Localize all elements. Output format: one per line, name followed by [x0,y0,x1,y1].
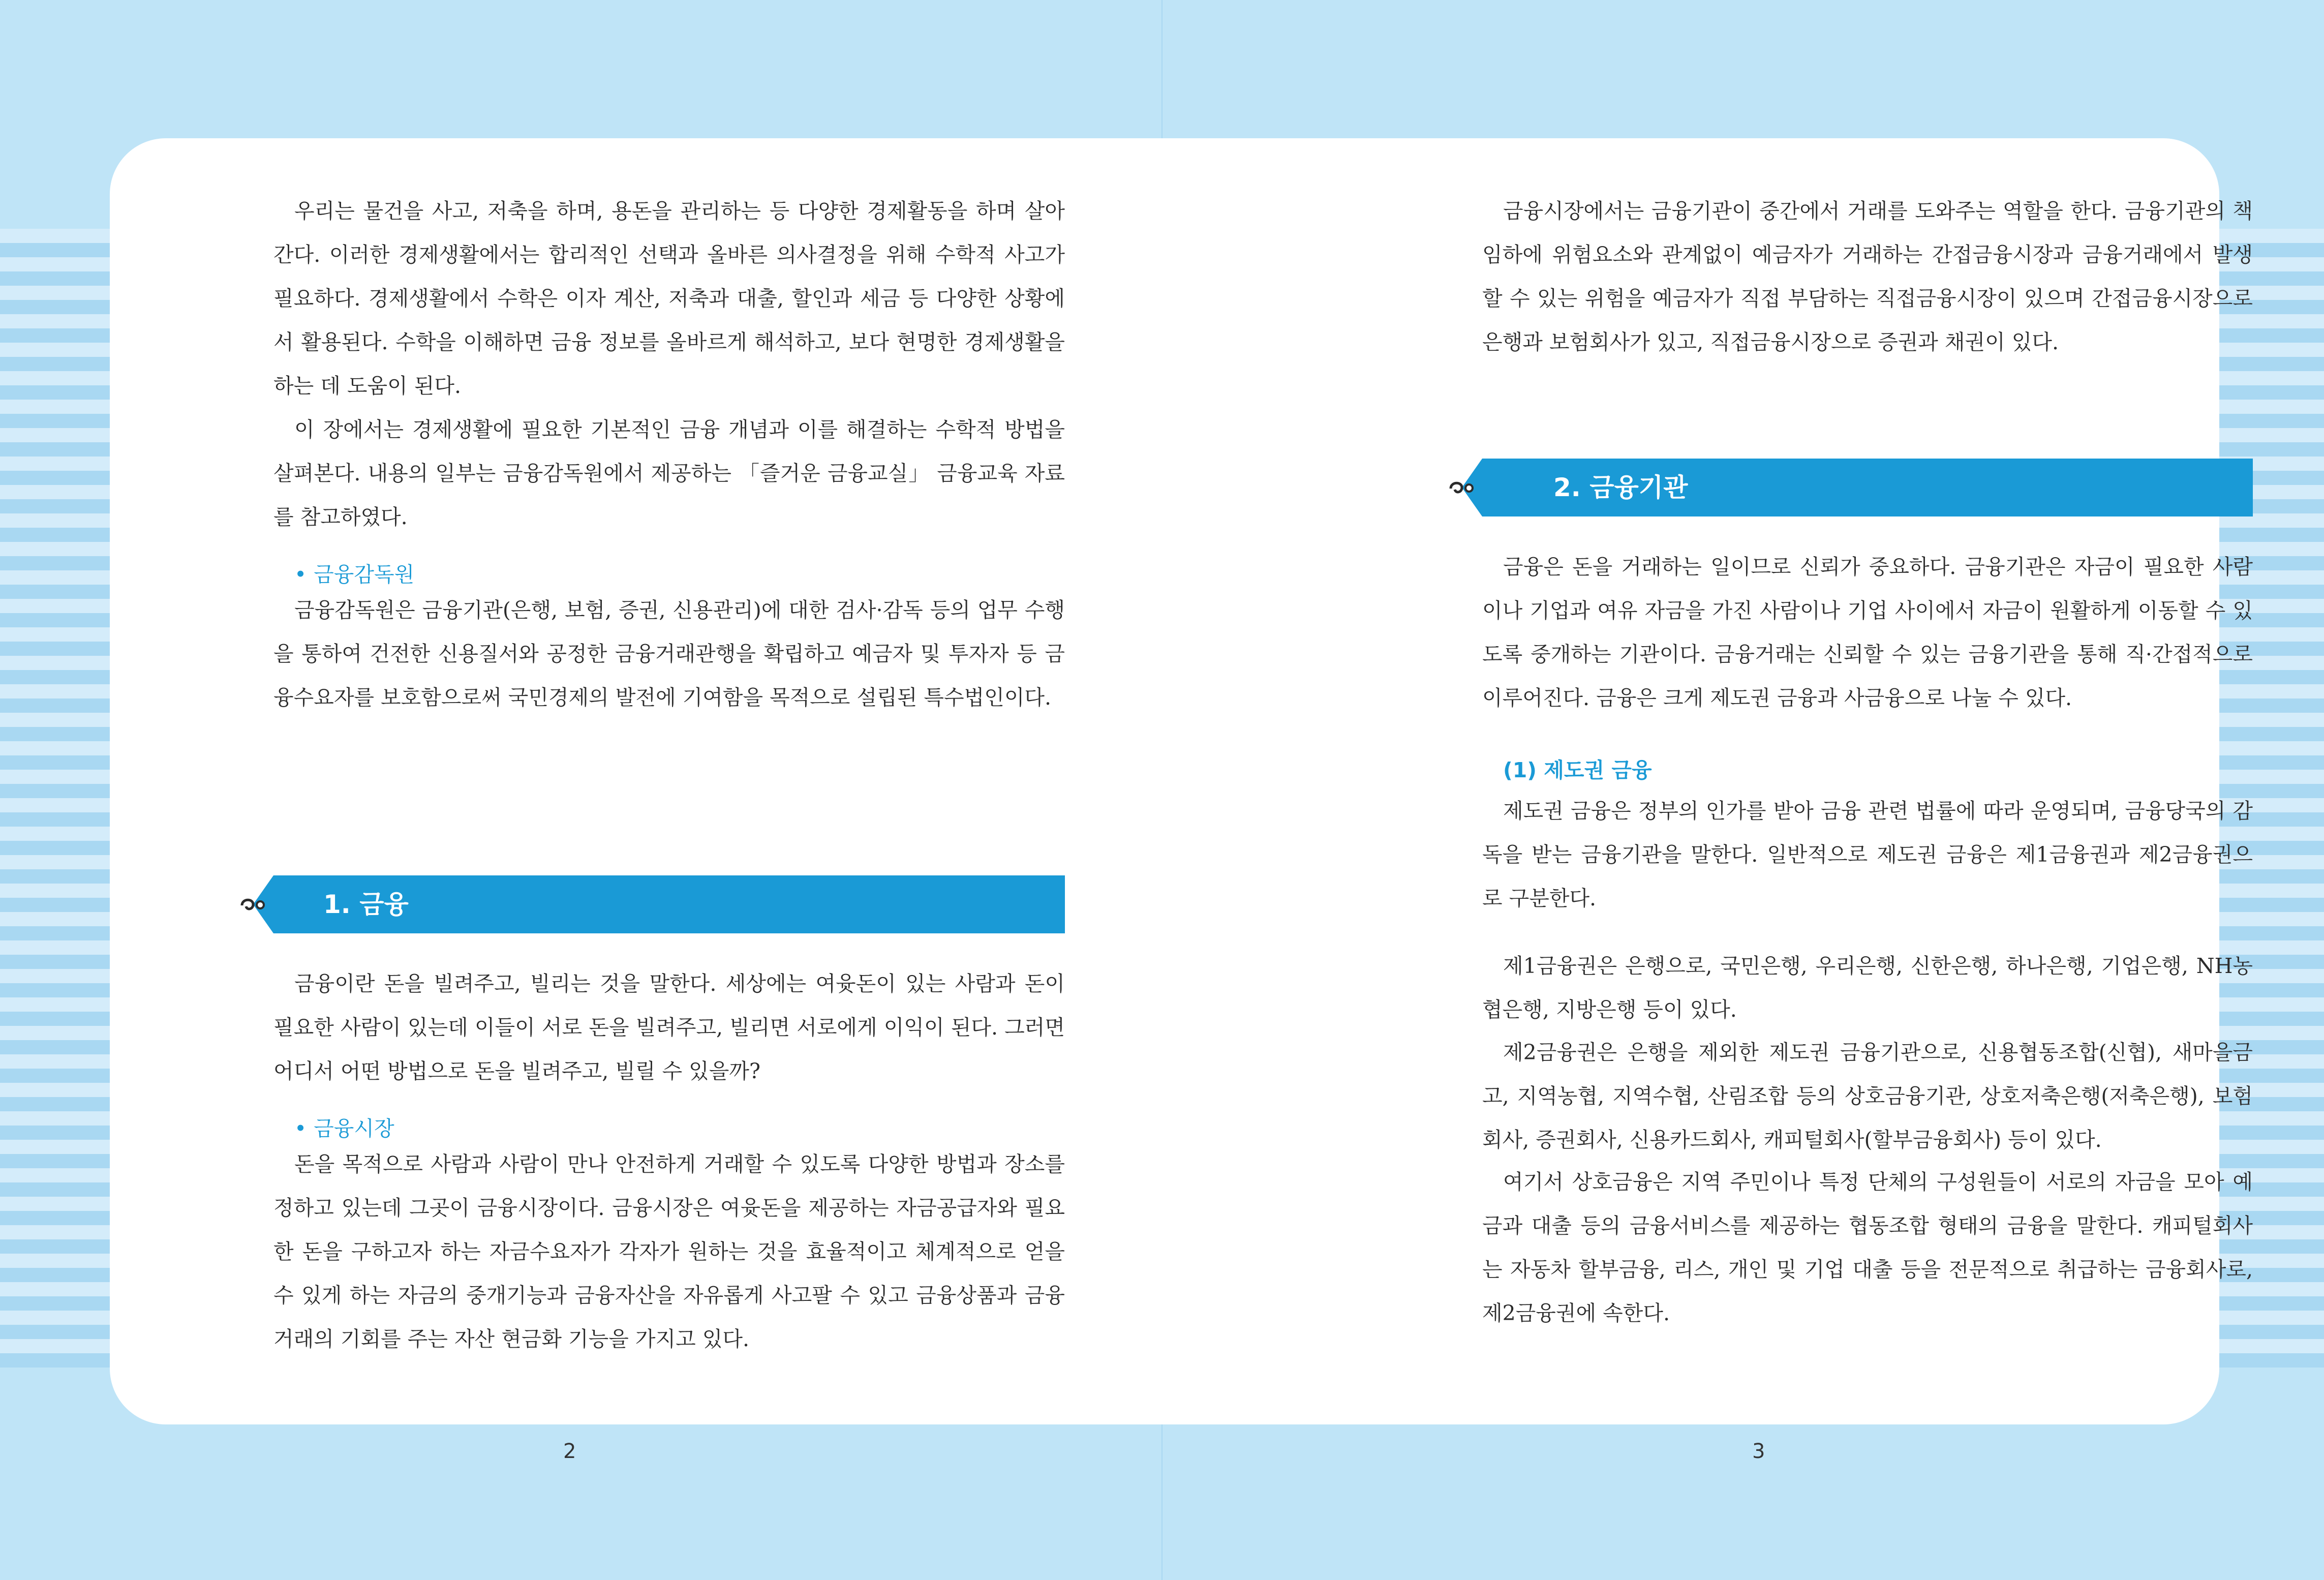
intro-paragraph-2: 이 장에서는 경제생활에 필요한 기본적인 금융 개념과 이를 해결하는 수학적 방법을 살펴본다. 내용의 일부는 금융감독원에서 제공하는 「즐거운 금융교실」 금융교육 자료를 참고하였다. [273,417,1065,529]
fss-paragraph: 금융감독원은 금융기관(은행, 보험, 증권, 신용관리)에 대한 검사·감독 등의 업무 수행을 통하여 건전한 신용질서와 공정한 금융거래관행을 확립하고 예금자 및 투자자 등 금융수요자를 보호함으로써 국민경제의 발전에 기여함을 목적으로 설립된 특수법인이다. [273,598,1065,710]
market-paragraph: 돈을 목적으로 사람과 사람이 만나 안전하게 거래할 수 있도록 다양한 방법과 장소를 정하고 있는데 그곳이 금융시장이다. 금융시장은 여윳돈을 제공하는 자금공급자와 필요한 돈을 구하고자 하는 자금수요자가 각자가 원하는 것을 효율적이고 체계적으로 얻을 수 있게 하는 자금의 중개기능과 금융자산을 자유롭게 사고팔 수 있고 금융상품과 금융거래의 기회를 주는 자산 현금화 기능을 가지고 있다. [273,1152,1065,1351]
institution-paragraph-5: 여기서 상호금융은 지역 주민이나 특정 단체의 구성원들이 서로의 자금을 모아 예금과 대출 등의 금융서비스를 제공하는 협동조합 형태의 금융을 말한다. 캐피털회사는 자동차 할부금융, 리스, 개인 및 기업 대출 등을 전문적으로 취급하는 금융회사로, 제2금융권에 속한다. [1482,1170,2253,1325]
page-number-left: 2 [563,1440,576,1463]
institution-paragraph-1: 금융은 돈을 거래하는 일이므로 신뢰가 중요하다. 금융기관은 자금이 필요한 사람이나 기업과 여유 자금을 가진 사람이나 기업 사이에서 자금이 원활하게 이동할 수 있도록 중개하는 기관이다. 금융거래는 신뢰할 수 있는 금융기관을 통해 직·간접적으로 이루어진다. 금융은 크게 제도권 금융과 사금융으로 나눌 수 있다. [1482,555,2253,710]
fss-heading: • 금융감독원 [273,553,1086,596]
hook-icon [1447,477,1477,498]
market-paragraph-2: 금융시장에서는 금융기관이 중간에서 거래를 도와주는 역할을 한다. 금융기관의 책임하에 위험요소와 관계없이 예금자가 거래하는 간접금융시장과 금융거래에서 발생할 수 있는 위험을 예금자가 직접 부담하는 직접금융시장이 있으며 간접금융시장으로 은행과 보험회사가 있고, 직접금융시장으로 증권과 채권이 있다. [1482,199,2253,354]
subsection-1-title: (1) 제도권 금융 [1503,758,1652,782]
hook-icon [238,894,268,915]
institution-paragraph-2: 제도권 금융은 정부의 인가를 받아 금융 관련 법률에 따라 운영되며, 금융당국의 감독을 받는 금융기관을 말한다. 일반적으로 제도권 금융은 제1금융권과 제2금융권으로 구분한다. [1482,799,2253,910]
finance-paragraph: 금융이란 돈을 빌려주고, 빌리는 것을 말한다. 세상에는 여윳돈이 있는 사람과 돈이 필요한 사람이 있는데 이들이 서로 돈을 빌려주고, 빌리면 서로에게 이익이 된다. 그러면 어디서 어떤 방법으로 돈을 빌려주고, 빌릴 수 있을까? [273,971,1065,1083]
institution-paragraph-3: 제1금융권은 은행으로, 국민은행, 우리은행, 신한은행, 하나은행, 기업은행, NH농협은행, 지방은행 등이 있다. [1482,954,2253,1022]
institution-paragraph-4: 제2금융권은 은행을 제외한 제도권 금융기관으로, 신용협동조합(신협), 새마을금고, 지역농협, 지역수협, 산림조합 등의 상호금융기관, 상호저축은행(저축은행), 보험회사, 증권회사, 신용카드회사, 캐피털회사(할부금융회사) 등이 있다. [1482,1040,2253,1152]
market-heading: • 금융시장 [273,1107,1086,1150]
section-1-title: 1. 금융 [323,890,409,919]
left-stripe-decoration [0,229,117,1368]
section-2-title: 2. 금융기관 [1553,473,1688,502]
page-number-right: 3 [1752,1440,1765,1463]
intro-paragraph-1: 우리는 물건을 사고, 저축을 하며, 용돈을 관리하는 등 다양한 경제활동을 하며 살아간다. 이러한 경제생활에서는 합리적인 선택과 올바른 의사결정을 위해 수학적 사고가 필요하다. 경제생활에서 수학은 이자 계산, 저축과 대출, 할인과 세금 등 다양한 상황에서 활용된다. 수학을 이해하면 금융 정보를 올바르게 해석하고, 보다 현명한 경제생활을 하는 데 도움이 된다. [273,199,1065,398]
book-spread [110,138,2253,1424]
